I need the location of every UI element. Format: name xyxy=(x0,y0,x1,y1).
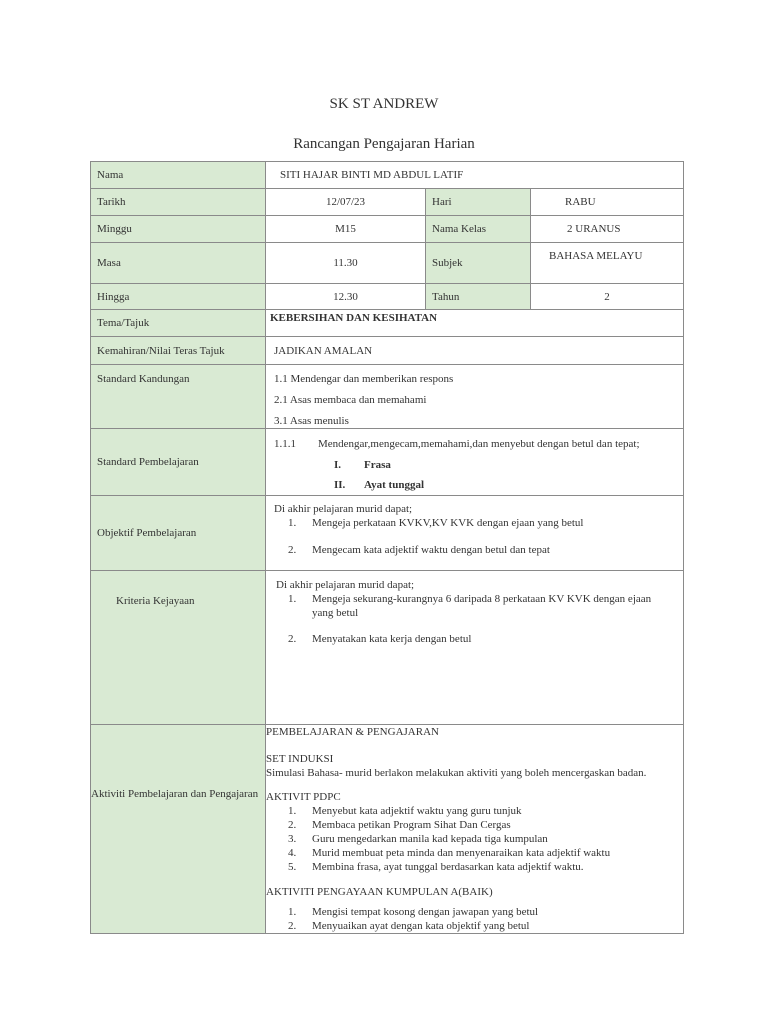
objektif-content xyxy=(266,496,684,571)
standard-kandungan-content xyxy=(266,365,684,429)
value-kemahiran: JADIKAN AMALAN xyxy=(266,337,684,365)
value-subjek: BAHASA MELAYU xyxy=(531,243,684,284)
list-text: Menyatakan kata kerja dengan betul xyxy=(312,633,472,645)
value-tahun: 2 xyxy=(531,284,684,310)
objektif-intro: Di akhir pelajaran murid dapat; xyxy=(274,503,413,515)
label-subjek: Subjek xyxy=(426,243,531,284)
objektif-list xyxy=(274,516,683,557)
value-nama-kelas: 2 URANUS xyxy=(531,216,684,243)
aktiviti-content xyxy=(266,725,684,934)
school-name: SK ST ANDREW xyxy=(329,96,439,112)
list-number: 2. xyxy=(288,544,297,556)
list-item xyxy=(288,919,683,933)
kriteria-intro: Di akhir pelajaran murid dapat; xyxy=(276,579,415,591)
row-tarikh xyxy=(91,189,684,216)
list-item xyxy=(288,832,683,846)
row-standard-kandungan xyxy=(91,365,684,429)
list-item xyxy=(288,905,683,919)
list-text: Murid membuat peta minda dan menyenaraikan kata adjektif waktu xyxy=(312,847,611,859)
list-number: 1. xyxy=(288,805,297,817)
list-number: 4. xyxy=(288,847,297,859)
row-kriteria xyxy=(91,571,684,725)
pdpc-list xyxy=(266,804,683,874)
label-kemahiran: Kemahiran/Nilai Teras Tajuk xyxy=(91,337,266,365)
list-number: I. xyxy=(334,459,342,471)
list-text: Membaca petikan Program Sihat Dan Cergas xyxy=(312,819,511,831)
label-minggu: Minggu xyxy=(91,216,266,243)
label-standard-kandungan: Standard Kandungan xyxy=(91,365,266,429)
standard-kandungan-item: 2.1 Asas membaca dan memahami xyxy=(274,394,427,406)
label-hari: Hari xyxy=(426,189,531,216)
list-number: 1. xyxy=(288,593,297,605)
list-item xyxy=(334,475,683,495)
aktiviti-heading: PEMBELAJARAN & PENGAJARAN xyxy=(266,726,439,738)
row-masa xyxy=(91,243,684,284)
row-nama xyxy=(91,162,684,189)
list-text: Guru mengedarkan manila kad kepada tiga kumpulan xyxy=(312,833,548,845)
standard-pembelajaran-text: Mendengar,mengecam,memahami,dan menyebut dengan betul dan tepat; xyxy=(318,438,640,450)
standard-pembelajaran-content xyxy=(266,429,684,496)
list-item xyxy=(288,804,683,818)
label-tarikh: Tarikh xyxy=(91,189,266,216)
list-item xyxy=(288,592,667,620)
list-item xyxy=(288,516,683,543)
kriteria-content xyxy=(266,571,684,725)
lesson-plan-table xyxy=(90,161,684,934)
set-induksi-title: SET INDUKSI xyxy=(266,753,334,765)
pdpc-title: AKTIVIT PDPC xyxy=(266,791,341,803)
label-nama: Nama xyxy=(91,162,266,189)
list-text: Mengeja perkataan KVKV,KV KVK dengan ejaan yang betul xyxy=(312,517,584,529)
value-hari: RABU xyxy=(531,189,684,216)
pengayaan-list xyxy=(266,905,683,933)
list-number: II. xyxy=(334,479,346,491)
set-induksi-text: Simulasi Bahasa- murid berlakon melakukan aktiviti yang boleh mencergaskan badan. xyxy=(266,767,647,779)
list-item xyxy=(288,632,667,646)
list-text: Menyebut kata adjektif waktu yang guru tunjuk xyxy=(312,805,522,817)
list-number: 2. xyxy=(288,633,297,645)
list-text: Membina frasa, ayat tunggal berdasarkan kata adjektif waktu. xyxy=(312,861,584,873)
row-tema xyxy=(91,310,684,337)
label-objektif: Objektif Pembelajaran xyxy=(91,496,266,571)
value-masa: 11.30 xyxy=(266,243,426,284)
list-number: 3. xyxy=(288,833,297,845)
list-number: 1. xyxy=(288,517,297,529)
row-kemahiran xyxy=(91,337,684,365)
standard-pembelajaran-list xyxy=(274,455,683,495)
list-item xyxy=(288,543,683,557)
standard-pembelajaran-code: 1.1.1 xyxy=(274,438,296,450)
list-item xyxy=(288,846,683,860)
list-number: 1. xyxy=(288,906,297,918)
list-text: Mengeja sekurang-kurangnya 6 daripada 8 perkataan KV KVK dengan ejaan yang betul xyxy=(312,593,652,619)
list-number: 2. xyxy=(288,920,297,932)
standard-kandungan-item: 3.1 Asas menulis xyxy=(274,415,349,427)
list-item xyxy=(288,818,683,832)
list-number: 2. xyxy=(288,819,297,831)
standard-kandungan-item: 1.1 Mendengar dan memberikan respons xyxy=(274,373,454,385)
pengayaan-title: AKTIVITI PENGAYAAN KUMPULAN A(BAIK) xyxy=(266,886,493,898)
row-hingga xyxy=(91,284,684,310)
list-number: 5. xyxy=(288,861,297,873)
value-tema: KEBERSIHAN DAN KESIHATAN xyxy=(266,310,684,337)
label-kriteria: Kriteria Kejayaan xyxy=(91,571,266,725)
kriteria-list xyxy=(276,592,683,646)
standard-pembelajaran-main xyxy=(274,437,683,455)
row-aktiviti xyxy=(91,725,684,934)
value-tarikh: 12/07/23 xyxy=(266,189,426,216)
label-nama-kelas: Nama Kelas xyxy=(426,216,531,243)
label-tahun: Tahun xyxy=(426,284,531,310)
list-item xyxy=(288,860,683,874)
document-title: Rancangan Pengajaran Harian xyxy=(293,136,475,152)
list-text: Mengisi tempat kosong dengan jawapan yang betul xyxy=(312,906,539,918)
value-hingga: 12.30 xyxy=(266,284,426,310)
list-item xyxy=(334,455,683,475)
list-text: Mengecam kata adjektif waktu dengan betul dan tepat xyxy=(312,544,550,556)
label-tema: Tema/Tajuk xyxy=(91,310,266,337)
row-minggu xyxy=(91,216,684,243)
row-standard-pembelajaran xyxy=(91,429,684,496)
label-aktiviti: Aktiviti Pembelajaran dan Pengajaran xyxy=(91,725,266,934)
label-masa: Masa xyxy=(91,243,266,284)
label-standard-pembelajaran: Standard Pembelajaran xyxy=(91,429,266,496)
label-hingga: Hingga xyxy=(91,284,266,310)
value-minggu: M15 xyxy=(266,216,426,243)
value-nama: SITI HAJAR BINTI MD ABDUL LATIF xyxy=(266,162,684,189)
list-text: Menyuaikan ayat dengan kata objektif yang betul xyxy=(312,920,530,932)
list-text: Ayat tunggal xyxy=(364,479,424,491)
row-objektif xyxy=(91,496,684,571)
list-text: Frasa xyxy=(364,459,391,471)
